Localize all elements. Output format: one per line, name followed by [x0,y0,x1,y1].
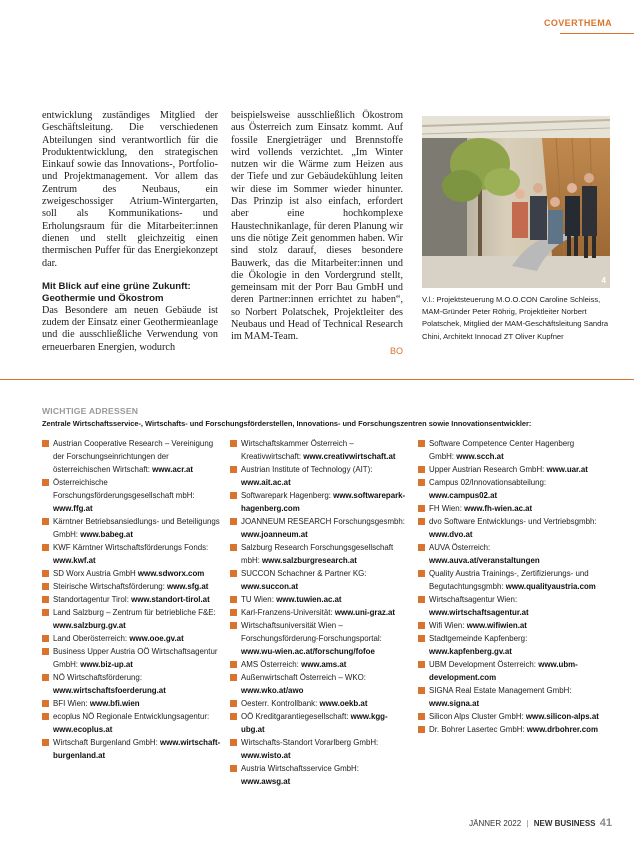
address-name: SD Worx Austria GmbH [53,569,138,578]
address-url-link[interactable]: www.fh-wien.ac.at [464,504,533,513]
address-url-link[interactable]: www.wirtschaftsagentur.at [429,608,529,617]
address-item [418,476,600,502]
address-url-link[interactable]: www.wu-wien.ac.at/forschung/fofoe [241,647,375,656]
address-name: OÖ Kreditgarantiegesellschaft: [241,712,351,721]
address-name: Wifi Wien: [429,621,467,630]
address-name: Salzburg Research Forschungsgesellschaft mbH: [241,543,394,565]
address-item [418,710,600,723]
article-column-2 [231,110,403,357]
author-signature: BO [389,345,403,356]
address-name: SUCCON Schachner & Partner KG: [241,569,367,578]
address-name: UBM Development Österreich: [429,660,539,669]
address-url-link[interactable]: www.wko.at/awo [241,686,304,695]
address-url-link[interactable]: www.uar.at [546,465,588,474]
address-item [230,489,410,515]
address-url-link[interactable]: www.awsg.at [241,777,291,786]
address-url-link[interactable]: www.sdworx.com [137,569,205,578]
address-url-link[interactable]: www.wirtschaftsfoerderung.at [53,686,166,695]
address-url-link[interactable]: www.wisto.at [241,751,291,760]
address-name: Land Oberösterreich: [53,634,130,643]
address-name: Silicon Alps Cluster GmbH: [429,712,526,721]
address-name: Österreichische Forschungsförderungsgesellschaft mbH: [53,478,195,500]
address-name: Stadtgemeinde Kapfenberg: [429,634,528,643]
article-paragraph: Das Besondere am neuen Gebäude ist zudem der Einsatz einer Geothermieanlage und die ausschließliche Verwendung von erneuerbaren Energien, wodurch [42,304,218,353]
addresses-title: WICHTIGE ADRESSEN [42,406,139,416]
address-list-column-3 [418,437,600,736]
address-item [418,463,600,476]
address-name: Außenwirtschaft Österreich – WKO: [241,673,366,682]
photo-caption: V.l.: Projektsteuerung M.O.O.CON Caroline Schleiss, MAM-Gründer Peter Röhrig, Projektleiter Norbert Polatschek, Mitglied der MAM-Geschäftsleitung Sandra Chini, Architekt Innocad ZT Oliver Kupfner [422,295,609,341]
address-name: Austrian Institute of Technology (AIT): [241,465,373,474]
address-name: Wirtschaftsuniversität Wien – Forschungsförderung-Forschungsportal: [241,621,382,643]
address-url-link[interactable]: www.campus02.at [429,491,498,500]
address-item [418,593,600,619]
address-url-link[interactable]: www.kapfenberg.gv.at [429,647,512,656]
address-url-link[interactable]: www.biz-up.at [80,660,133,669]
address-url-link[interactable]: www.sfg.at [167,582,209,591]
addresses-subtitle: Zentrale Wirtschaftsservice-, Wirtschafts- und Forschungsförderstellen, Innovations- und Forschungszentren sowie Innovationsentwickler: [42,419,532,428]
address-url-link[interactable]: www.ooe.gv.at [129,634,184,643]
address-name: dvo Software Entwicklungs- und Vertriebsgmbh: [429,517,597,526]
address-url-link[interactable]: www.ait.ac.at [241,478,291,487]
address-name: Austria Wirtschaftsservice GmbH: [241,764,359,773]
address-item [418,684,600,710]
address-url-link[interactable]: www.softwarepark-hagenberg.com [241,491,406,513]
address-item [418,437,600,463]
address-item [418,502,600,515]
address-name: Oesterr. Kontrollbank: [241,699,320,708]
address-item [230,762,410,788]
address-item [42,541,222,567]
address-item [230,710,410,736]
issue-date: JÄNNER 2022 [469,819,522,828]
section-label: COVERTHEMA [543,18,612,28]
address-name: Softwarepark Hagenberg: [241,491,334,500]
address-item [230,619,410,658]
address-item [418,567,600,593]
address-url-link[interactable]: www.qualityaustria.com [505,582,596,591]
address-list-column-2 [230,437,410,788]
address-item [42,697,222,710]
address-item [230,437,410,463]
address-name: Wirtschaftsagentur Wien: [429,595,518,604]
address-name: Austrian Cooperative Research – Vereinigung der Forschungseinrichtungen der österreichischen Wirtschaft: [53,439,214,474]
address-url-link[interactable]: www.wirtschaft-burgenland.at [53,738,221,760]
magazine-name: NEW BUSINESS [533,819,596,828]
address-name: Land Salzburg – Zentrum für betriebliche F&E: [53,608,216,617]
address-item [42,437,222,476]
address-url-link[interactable]: www.standort-tirol.at [131,595,210,604]
address-name: Business Upper Austria OÖ Wirtschaftsagentur GmbH: [53,647,218,669]
address-name: AMS Österreich: [241,660,302,669]
address-item [418,541,600,567]
address-item [42,606,222,632]
address-url-link[interactable]: www.silicon-alps.at [525,712,599,721]
address-url-link[interactable]: www.oekb.at [319,699,368,708]
address-item [418,632,600,658]
address-url-link[interactable]: www.uni-graz.at [334,608,396,617]
address-item [230,606,410,619]
address-name: KWF Kärntner Wirtschaftsförderungs Fonds: [53,543,209,552]
address-url-link[interactable]: www.scch.at [456,452,504,461]
address-item [42,515,222,541]
address-item [230,736,410,762]
address-name: Software Competence Center Hagenberg GmbH: [429,439,575,461]
address-item [42,476,222,515]
address-name: JOANNEUM RESEARCH Forschungsgesmbh: [241,517,405,526]
address-name: AUVA Österreich: [429,543,491,552]
section-divider [0,379,634,380]
address-item [42,710,222,736]
footer-separator: | [526,819,529,828]
page-footer [469,817,612,829]
address-url-link[interactable]: www.acr.at [152,465,194,474]
address-url-link[interactable]: www.kwf.at [53,556,96,565]
address-list-column-1 [42,437,222,762]
address-name: ecoplus NÖ Regionale Entwicklungsagentur: [53,712,210,721]
address-name: Kärntner Betriebsansiedlungs- und Beteiligungs GmbH: [53,517,220,539]
address-url-link[interactable]: www.salzburgresearch.at [262,556,357,565]
address-name: Dr. Bohrer Lasertec GmbH: [429,725,527,734]
address-name: Campus 02/Innovationsabteilung: [429,478,547,487]
address-item [230,671,410,697]
address-url-link[interactable]: www.ams.at [301,660,347,669]
address-url-link[interactable]: www.signa.at [429,699,480,708]
address-url-link[interactable]: www.salzburg.gv.at [53,621,126,630]
address-name: Standortagentur Tirol: [53,595,132,604]
address-item [230,567,410,593]
address-item [230,593,410,606]
photo-number: 4 [601,276,606,285]
article-column-1 [42,110,218,354]
article-subheading: Mit Blick auf eine grüne Zukunft: Geothermie und Ökostrom [42,280,191,304]
address-item [230,463,410,489]
address-item [418,723,600,736]
address-name: Quality Austria Trainings-, Zertifizierungs- und Begutachtungsgmbh: [429,569,589,591]
address-item [230,658,410,671]
address-url-link[interactable]: www.creativwirtschaft.at [303,452,396,461]
article-paragraph: entwicklung zuständiges Mitglied der Geschäftsleitung. Die verschiedenen Abteilungen sind verantwortlich für die Produktentwicklung, den strategischen Einkauf sowie das Innovations-, Portfolio- und Projektmanagement. Vor allem das Zentrum des Neubaus, ein zweigeschossiger Atrium-Wintergarten, soll als Kommunikations- und Erholungsraum für die Mitarbeiter:innen dienen und stellt gleichzeitig einen thermischen Puffer für das Energiekonzept dar. [42,110,218,269]
address-url-link[interactable]: www.joanneum.at [241,530,308,539]
address-item [42,567,222,580]
group-photo [422,116,610,288]
address-item [42,671,222,697]
address-item [418,619,600,632]
address-url-link[interactable]: www.bfi.wien [89,699,140,708]
address-name: FH Wien: [429,504,465,513]
address-url-link[interactable]: www.auva.at/veranstaltungen [429,556,540,565]
address-url-link[interactable]: www.tuwien.ac.at [276,595,342,604]
address-item [42,593,222,606]
address-item [42,736,222,762]
address-url-link[interactable]: www.wifiwien.at [466,621,527,630]
address-item [42,645,222,671]
section-rule [560,33,634,34]
address-item [230,541,410,567]
address-name: Karl-Franzens-Universität: [241,608,335,617]
address-item [42,632,222,645]
article-paragraph: beispielsweise ausschließlich Ökostrom aus Österreich zum Einsatz kommt. Auf fossile Energieträger und Brennstoffe wird vollends verzichtet. „Im Winter nutzen wir die Wärme zum Heizen aus der Tiefe und zur Gebäudekühlung leiten wir diese im Sommer wieder hinunter. Das Prinzip ist also einfach, erfordert aber eine hochkomplexe Haustechnikanlage, für deren Planung wir uns die nötige Zeit genommen haben. Wir sind stolz darauf, dieses besondere Bauwerk, das die Mitarbeiter:innen und die Ökologie in den Vordergrund stellt, gemeinsam mit der Porr Bau GmbH und deren Partner:innen errichtet zu haben“, so Norbert Polatschek, Projektleiter des Neubaus und Head of Technical Research im MAM-Team. [231,110,403,343]
address-url-link[interactable]: www.kgg-ubg.at [241,712,388,734]
address-name: NÖ Wirtschaftsförderung: [53,673,143,682]
address-item [230,697,410,710]
address-url-link[interactable]: www.ecoplus.at [53,725,113,734]
address-url-link[interactable]: www.drbohrer.com [526,725,598,734]
address-name: Wirtschafts-Standort Vorarlberg GmbH: [241,738,379,747]
address-name: Steirische Wirtschaftsförderung: [53,582,168,591]
address-url-link[interactable]: www.ubm-development.com [429,660,578,682]
address-url-link[interactable]: www.babeg.at [80,530,133,539]
address-url-link[interactable]: www.ffg.at [53,504,93,513]
address-name: Upper Austrian Research GmbH: [429,465,547,474]
address-url-link[interactable]: www.dvo.at [429,530,473,539]
address-item [230,515,410,541]
address-item [42,580,222,593]
address-name: SIGNA Real Estate Management GmbH: [429,686,572,695]
address-item [418,658,600,684]
group-photo-illustration [422,116,610,288]
address-item [418,515,600,541]
page-number: 41 [599,817,612,829]
address-name: Wirtschaft Burgenland GmbH: [53,738,161,747]
address-name: BFI Wien: [53,699,90,708]
address-url-link[interactable]: www.succon.at [241,582,299,591]
address-name: Wirtschaftskammer Österreich – Kreativwirtschaft: [241,439,354,461]
address-name: TU Wien: [241,595,277,604]
